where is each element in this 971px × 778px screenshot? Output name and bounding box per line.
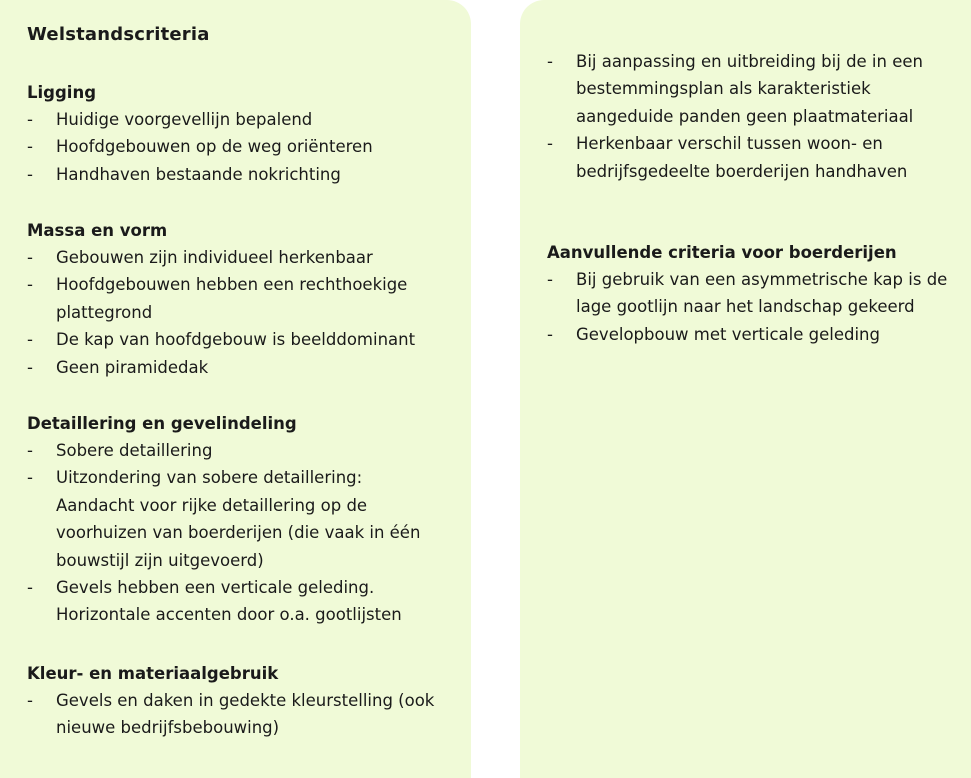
section-heading: Kleur- en materiaalgebruik (27, 664, 279, 683)
list-item: - Uitzondering van sobere detaillering: Aandacht voor rijke detaillering op de voorhuizen van boerderijen (die vaak in één bouwstijl zijn uitgevoerd) (27, 468, 421, 570)
section-ligging (27, 79, 457, 188)
list-item: - Handhaven bestaande nokrichting (27, 164, 341, 184)
section-massa-en-vorm (27, 217, 457, 381)
section-aanvullende-criteria (547, 239, 971, 348)
list-item: - Herkenbaar verschil tussen woon- en bedrijfsgedeelte boerderijen handhaven (547, 134, 908, 181)
list-item: - De kap van hoofdgebouw is beelddominant (27, 330, 416, 350)
page-title: Welstandscriteria (27, 24, 210, 45)
list-item: - Geen piramidedak (27, 357, 209, 377)
section-heading: Ligging (27, 83, 97, 102)
section-detaillering (27, 410, 457, 629)
list-item: - Bij gebruik van een asymmetrische kap is de lage gootlijn naar het landschap gekeerd (547, 270, 948, 317)
list-item: - Hoofdgebouwen op de weg oriënteren (27, 137, 373, 157)
list-item: - Gevelopbouw met verticale geleding (547, 324, 880, 344)
list-item: - Sobere detaillering (27, 441, 213, 460)
section-heading: Detaillering en gevelindeling (27, 414, 297, 433)
list-item: - Gevels en daken in gedekte kleurstelling (ook nieuwe bedrijfsbebouwing) (27, 691, 435, 738)
right-panel (520, 0, 971, 778)
section-kleur-materiaal (27, 660, 457, 742)
list-item: - Huidige voorgevellijn bepalend (27, 110, 313, 129)
list-item: - Gebouwen zijn individueel herkenbaar (27, 248, 373, 267)
section-heading: Massa en vorm (27, 221, 168, 240)
section-continued (547, 48, 971, 185)
list-item: - Bij aanpassing en uitbreiding bij de in een bestemmingsplan als karakteristiek aangeduide panden geen plaatmateriaal (547, 52, 923, 126)
left-panel (0, 0, 471, 778)
section-heading: Aanvullende criteria voor boerderijen (547, 243, 897, 262)
list-item: - Gevels hebben een verticale geleding. Horizontale accenten door o.a. gootlijsten (27, 578, 402, 625)
list-item: - Hoofdgebouwen hebben een rechthoekige plattegrond (27, 275, 408, 322)
